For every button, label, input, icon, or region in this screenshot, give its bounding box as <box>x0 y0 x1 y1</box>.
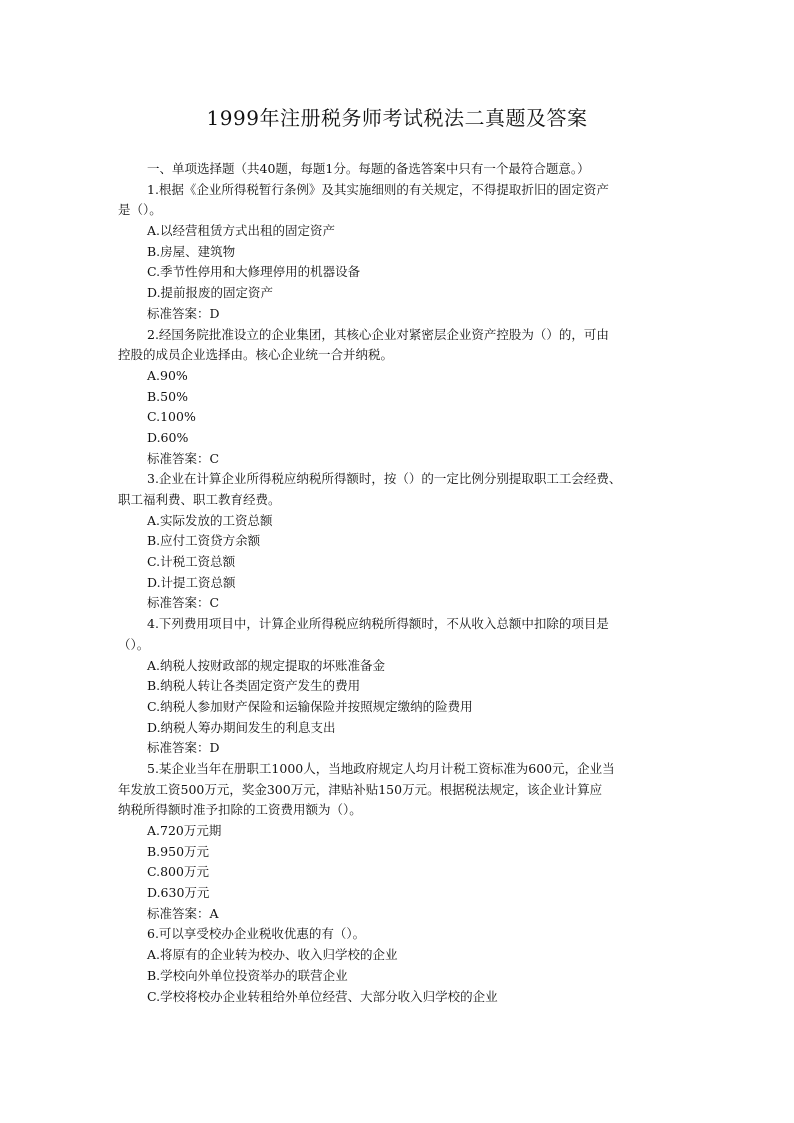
question-5-option-a: A.720万元期 <box>147 823 222 838</box>
question-4-answer: 标准答案：D <box>147 740 220 756</box>
question-5-stem-continued: 年发放工资500万元，奖金300万元，津贴补贴150万元。根据税法规定，该企业计算应 <box>118 781 603 797</box>
question-3-answer: 标准答案：C <box>147 595 220 611</box>
question-5-stem-continued-2: 纳税所得额时准予扣除的工资费用额为（）。 <box>118 802 362 818</box>
document-title: 1999年注册税务师考试税法二真题及答案 <box>206 106 588 130</box>
question-1-stem-continued: 是（）。 <box>118 202 162 218</box>
question-4-option-c: C.纳税人参加财产保险和运输保险并按照规定缴纳的险费用 <box>147 698 473 714</box>
question-6-stem: 6.可以享受校办企业税收优惠的有（）。 <box>147 926 366 942</box>
question-4-option-d: D.纳税人筹办期间发生的利息支出 <box>147 719 336 735</box>
question-4-stem: 4.下列费用项目中，计算企业所得税应纳税所得额时，不从收入总额中扣除的项目是 <box>147 616 609 632</box>
question-6-option-b: B.学校向外单位投资举办的联营企业 <box>147 967 348 983</box>
question-1-option-b: B.房屋、建筑物 <box>147 243 236 259</box>
question-2-option-c: C.100% <box>147 409 196 425</box>
question-1-option-c: C.季节性停用和大修理停用的机器设备 <box>147 264 361 280</box>
question-3-option-c: C.计税工资总额 <box>147 554 236 570</box>
question-5-option-c: C.800万元 <box>147 864 209 880</box>
question-3-stem: 3.企业在计算企业所得税应纳税所得额时，按（）的一定比例分别提取职工工会经费、 <box>147 471 622 487</box>
section-heading: 一、单项选择题（共40题，每题1分。每题的备选答案中只有一个最符合题意。） <box>147 161 590 176</box>
question-3-option-a: A.实际发放的工资总额 <box>147 512 273 528</box>
document-body <box>118 159 684 1007</box>
question-2-stem: 2.经国务院批准设立的企业集团，其核心企业对紧密层企业资产控股为（）的，可由 <box>147 326 609 342</box>
question-2-option-a: A.90% <box>147 367 188 383</box>
question-4-option-b: B.纳税人转让各类固定资产发生的费用 <box>147 678 361 694</box>
question-4-stem-continued: （）。 <box>118 636 150 652</box>
question-3-stem-continued: 职工福利费、职工教育经费。 <box>118 492 281 507</box>
question-3-option-b: B.应付工资贷方余额 <box>147 533 261 549</box>
question-6-option-c: C.学校将校办企业转租给外单位经营、大部分收入归学校的企业 <box>147 988 498 1004</box>
question-5-option-d: D.630万元 <box>147 885 210 901</box>
question-2-answer: 标准答案：C <box>147 450 220 466</box>
question-5-stem: 5.某企业当年在册职工1000人，当地政府规定人均月计税工资标准为600元，企业当 <box>147 760 615 776</box>
question-1-option-a: A.以经营租赁方式出租的固定资产 <box>147 223 336 239</box>
question-1-stem: 1.根据《企业所得税暂行条例》及其实施细则的有关规定，不得提取折旧的固定资产 <box>147 181 609 197</box>
question-2-option-d: D.60% <box>147 429 189 445</box>
question-4-option-a: A.纳税人按财政部的规定提取的坏账准备金 <box>147 657 386 673</box>
question-6-option-a: A.将原有的企业转为校办、收入归学校的企业 <box>147 947 398 963</box>
question-5-answer: 标准答案：A <box>147 905 219 921</box>
question-2-stem-continued: 控股的成员企业选择由。核心企业统一合并纳税。 <box>118 347 394 363</box>
question-1-option-d: D.提前报废的固定资产 <box>147 285 274 301</box>
question-1-answer: 标准答案：D <box>147 305 220 321</box>
question-2-option-b: B.50% <box>147 388 188 404</box>
question-3-option-d: D.计提工资总额 <box>147 574 236 590</box>
question-5-option-b: B.950万元 <box>147 843 210 859</box>
